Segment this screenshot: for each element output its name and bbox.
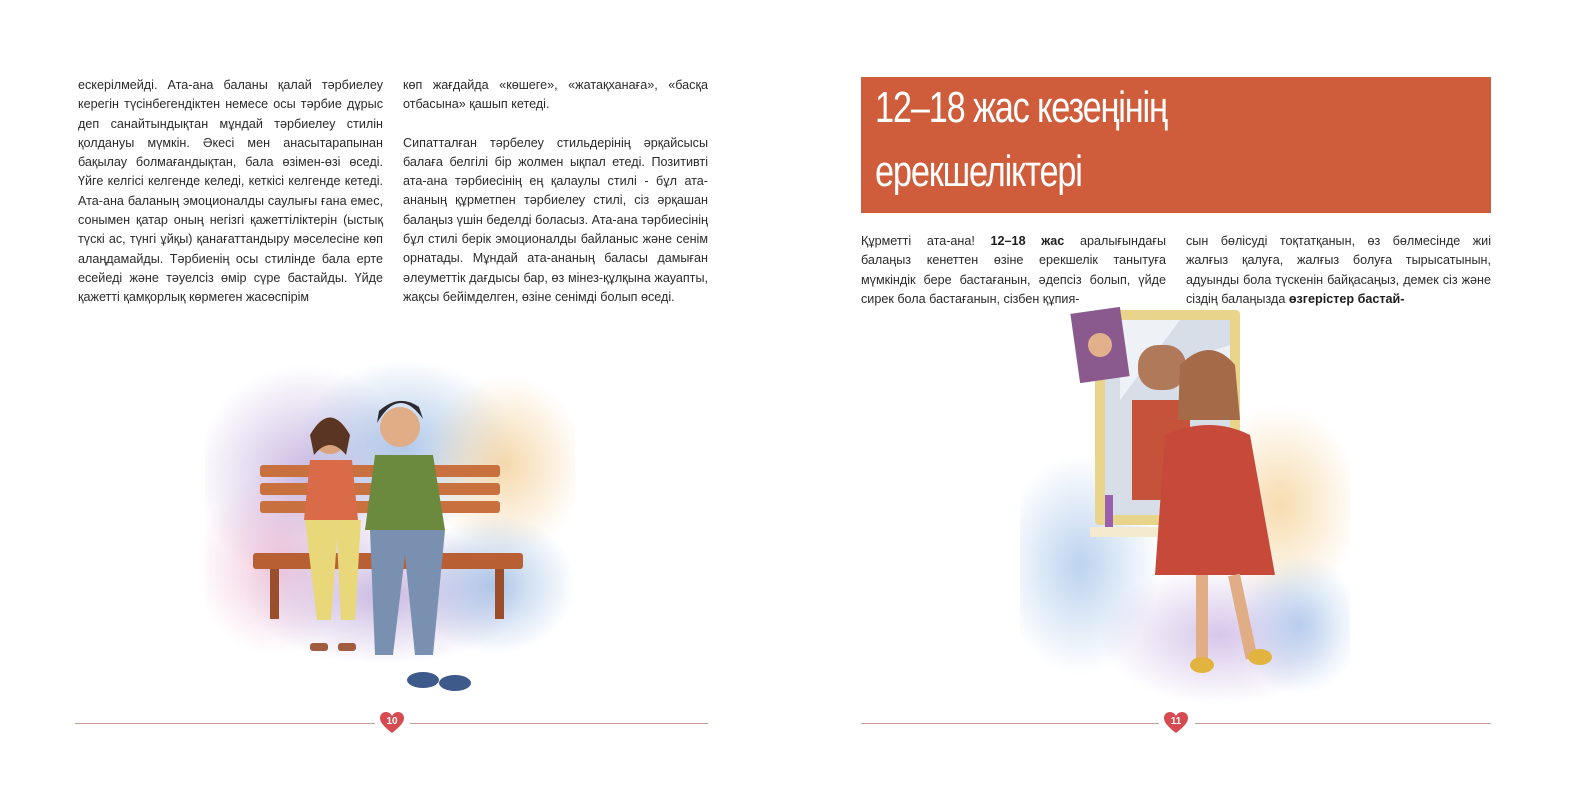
text-run: Құрметті ата-ана! [861,234,991,248]
paragraph: көп жағдайда «көшеге», «жатақханаға», «басқа отбасына» қашып кетеді. [403,78,708,112]
text-run: сын бөлісуді тоқтатқанын, өз бөлмесінде жиі жалғыз қалуға, жалғыз болуға тырысатынын, адуынды бола түскенін байқасаңыз, демек сіз және сіздің балаңызда [1186,234,1491,306]
section-title-line-2: ерекшеліктері [875,147,1082,196]
paragraph: Сипатталған тәрбелеу стильдерінің әрқайсысы балаға белгілі бір жолмен ықпал етеді. Позитивті ата-ана тәрбиесінің ең қалаулы стилі - бұл ата-ананың құрметпен тәрбиелеу стилі, сіз әрқашан балаңыз үшін беделді боласыз. Ата-ана тәрбиесінің бұл стилі берік эмоционалды байланыс және сенім орнатады. Мұндай ата-ананың баласы дамыған әлеуметтік дағдысы бар, өз мінез-құлқына жауапты, жақсы бейімделген, өзіне сенімді болып өседі. [403,135,708,304]
page-number-right [1163,711,1189,735]
paragraph [1186,232,1491,309]
left-page-column-2 [403,76,708,326]
teens-on-bench-illustration [205,355,575,705]
section-title-line-1: 12–18 жас кезеңінің [875,83,1167,132]
page-number-left [379,711,405,735]
section-title-banner [861,77,1491,213]
paragraph [861,232,1166,309]
text-run: аралығындағы балаңыз кенеттен өзіне ерекшелік танытуға мүмкіндік бере бастағанын, әдепсіз болып, үйде сирек бола бастағанын, сізбен құпия- [861,234,1166,306]
footer-divider-right [1195,723,1491,724]
bold-text: 12–18 жас [990,234,1065,248]
page-number-text: 10 [386,716,398,727]
footer-divider-left [75,723,375,724]
footer-divider-left [410,723,708,724]
footer-divider-right [861,723,1159,724]
paragraph: ескерілмейді. Ата-ана баланы қалай тәрбиелеу керегін түсінбегендіктен немесе осы тәрбие дұрыс деп санайтындықтан мұндай тәрбиелеу стилін қолдануы мүмкін. Әкесі мен анасытарапынан бақылау болмағандықтан, бала өзімен-өзі өседі. Үйге келгісі келгенде келеді, кеткісі келгенде кетеді. Ата-ана баланың эмоционалды саулығы ғана емес, сонымен қатар оның негізгі қажеттіліктерін (ыстық түскі ас, түнгі ұйқы) қанағаттандыру мәселесіне көп алаңдамайды. Тәрбиенің осы стилінде бала ерте есейеді және тәуелсіз өмір сүре бастайды. Үйде қажетті қамқорлық көрмеген жасөспірім [78,78,383,305]
girl-at-mirror-illustration [1020,305,1350,715]
bold-text: өзгерістер бастай- [1288,291,1405,306]
page-number-text: 11 [1170,716,1182,727]
left-page-column-1 [78,76,383,327]
